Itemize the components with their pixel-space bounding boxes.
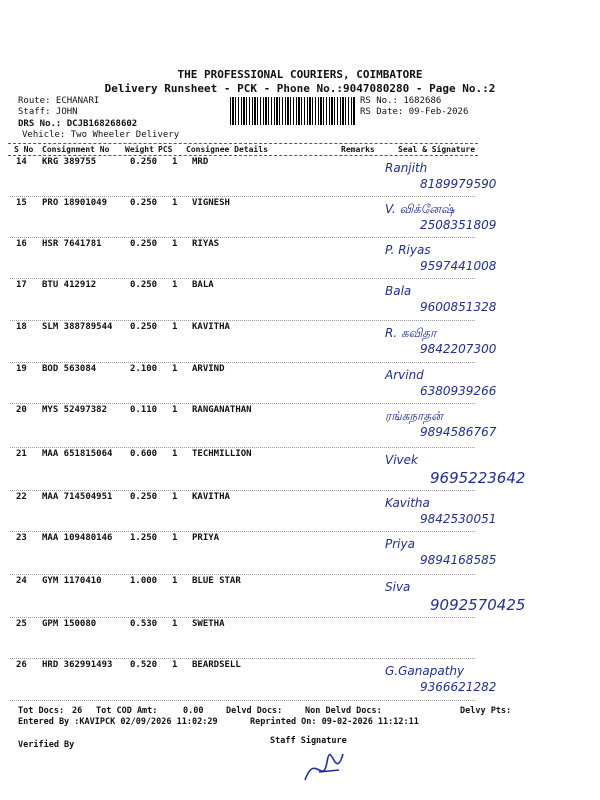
row-consignee: MRD xyxy=(192,157,209,167)
header-bottom-rule xyxy=(8,155,478,156)
barcode xyxy=(230,97,356,125)
row-weight: 0.250 xyxy=(130,322,158,332)
row-signature: ரங்கநாதன் xyxy=(385,409,443,423)
row-weight: 0.600 xyxy=(130,449,158,459)
row-signature: Vivek xyxy=(385,453,418,467)
row-signature: Siva xyxy=(385,580,411,594)
row-weight: 1.250 xyxy=(130,533,158,543)
row-consignee: SWETHA xyxy=(192,619,225,629)
row-separator xyxy=(10,531,475,532)
rs-number: RS No.: 1682686 xyxy=(360,96,442,106)
row-consignment-no: BOD 563084 xyxy=(42,364,97,374)
row-sno: 24 xyxy=(16,576,27,586)
row-signature: Bala xyxy=(385,284,412,298)
row-signature: Kavitha xyxy=(385,496,430,510)
row-weight: 0.250 xyxy=(130,239,158,249)
row-separator xyxy=(10,320,475,321)
row-phone: 9600851328 xyxy=(420,300,497,314)
route-label: Route: ECHANARI xyxy=(18,96,100,106)
row-sno: 14 xyxy=(16,157,27,167)
row-sno: 17 xyxy=(16,280,27,290)
row-signature: Arvind xyxy=(385,368,424,382)
row-sno: 15 xyxy=(16,198,27,208)
col-sno: S No xyxy=(14,145,34,154)
row-consignment-no: MAA 651815064 xyxy=(42,449,113,459)
row-signature: Ranjith xyxy=(385,161,428,175)
row-consignee: VIGNESH xyxy=(192,198,230,208)
row-pcs: 1 xyxy=(172,533,178,543)
row-consignment-no: GYM 1170410 xyxy=(42,576,102,586)
row-consignee: BLUE STAR xyxy=(192,576,241,586)
delvy-pts-label: Delvy Pts: xyxy=(460,706,512,716)
col-consignee: Consignee Details xyxy=(186,145,268,154)
row-signature: V. விக்னேஷ் xyxy=(385,202,455,216)
row-weight: 0.520 xyxy=(130,660,158,670)
row-pcs: 1 xyxy=(172,364,178,374)
row-weight: 0.250 xyxy=(130,198,158,208)
row-phone: 9366621282 xyxy=(420,680,497,694)
row-phone: 9695223642 xyxy=(430,469,526,487)
row-separator xyxy=(10,196,475,197)
row-consignment-no: GPM 150080 xyxy=(42,619,97,629)
row-signature: P. Riyas xyxy=(385,243,431,257)
drs-number: DRS No.: DCJB168268602 xyxy=(18,119,138,129)
row-consignment-no: HSR 7641781 xyxy=(42,239,102,249)
row-pcs: 1 xyxy=(172,492,178,502)
row-weight: 0.110 xyxy=(130,405,158,415)
tot-docs-label: Tot Docs: xyxy=(18,706,65,716)
row-consignee: RANGANATHAN xyxy=(192,405,252,415)
row-consignee: TECHMILLION xyxy=(192,449,252,459)
delvd-docs-label: Delvd Docs: xyxy=(226,706,283,716)
row-weight: 0.250 xyxy=(130,492,158,502)
row-phone: 9894168585 xyxy=(420,553,497,567)
row-weight: 0.250 xyxy=(130,157,158,167)
row-consignee: ARVIND xyxy=(192,364,225,374)
row-phone: 8189979590 xyxy=(420,177,497,191)
row-consignment-no: MAA 109480146 xyxy=(42,533,113,543)
row-consignment-no: SLM 388789544 xyxy=(42,322,113,332)
tot-cod-label: Tot COD Amt: xyxy=(96,706,158,716)
verified-by-label: Verified By xyxy=(18,740,75,750)
row-signature: R. கவிதா xyxy=(385,326,437,340)
row-consignee: BEARDSELL xyxy=(192,660,241,670)
row-pcs: 1 xyxy=(172,239,178,249)
row-sno: 22 xyxy=(16,492,27,502)
row-sno: 16 xyxy=(16,239,27,249)
vehicle-label: Vehicle: Two Wheeler Delivery xyxy=(22,130,180,140)
row-separator xyxy=(10,617,475,618)
row-consignee: KAVITHA xyxy=(192,492,230,502)
row-consignee: BALA xyxy=(192,280,214,290)
row-pcs: 1 xyxy=(172,322,178,332)
row-pcs: 1 xyxy=(172,157,178,167)
row-phone: 6380939266 xyxy=(420,384,497,398)
row-separator xyxy=(10,447,475,448)
row-consignee: PRIYA xyxy=(192,533,220,543)
row-consignment-no: BTU 412912 xyxy=(42,280,97,290)
row-pcs: 1 xyxy=(172,619,178,629)
row-pcs: 1 xyxy=(172,576,178,586)
col-pcs: PCS xyxy=(158,145,173,154)
row-separator xyxy=(10,574,475,575)
reprinted-on: Reprinted On: 09-02-2026 11:12:11 xyxy=(250,717,419,727)
row-sno: 19 xyxy=(16,364,27,374)
row-separator xyxy=(10,403,475,404)
row-weight: 1.000 xyxy=(130,576,158,586)
staff-signature-mark xyxy=(295,742,355,790)
row-separator xyxy=(10,362,475,363)
row-separator xyxy=(10,278,475,279)
col-remarks: Remarks xyxy=(341,145,375,154)
row-separator xyxy=(10,658,475,659)
col-consignment: Consignment No xyxy=(42,145,110,154)
row-weight: 2.100 xyxy=(130,364,158,374)
row-pcs: 1 xyxy=(172,449,178,459)
row-sno: 26 xyxy=(16,660,27,670)
row-signature: G.Ganapathy xyxy=(385,664,465,678)
staff-label: Staff: JOHN xyxy=(18,107,78,117)
row-weight: 0.250 xyxy=(130,280,158,290)
row-sno: 23 xyxy=(16,533,27,543)
document-subtitle: Delivery Runsheet - PCK - Phone No.:9047080280 - Page No.:2 xyxy=(104,82,496,95)
col-weight: Weight xyxy=(125,145,154,154)
row-consignment-no: MAA 714504951 xyxy=(42,492,113,502)
row-pcs: 1 xyxy=(172,660,178,670)
row-pcs: 1 xyxy=(172,198,178,208)
row-separator xyxy=(10,490,475,491)
row-signature: Priya xyxy=(385,537,415,551)
row-separator xyxy=(10,237,475,238)
entered-by: Entered By :KAVIPCK 02/09/2026 11:02:29 xyxy=(18,717,218,727)
row-phone: 9894586767 xyxy=(420,425,497,439)
non-delvd-docs-label: Non Delvd Docs: xyxy=(305,706,382,716)
row-phone: 9092570425 xyxy=(430,596,526,614)
row-weight: 0.530 xyxy=(130,619,158,629)
row-sno: 20 xyxy=(16,405,27,415)
row-pcs: 1 xyxy=(172,405,178,415)
row-consignment-no: KRG 389755 xyxy=(42,157,97,167)
row-consignment-no: PRO 18901049 xyxy=(42,198,108,208)
tot-cod-value: 0.00 xyxy=(183,706,204,716)
tot-docs-value: 26 xyxy=(72,706,83,716)
row-consignment-no: HRD 362991493 xyxy=(42,660,113,670)
col-seal: Seal & Signature xyxy=(398,145,476,154)
row-phone: 9842530051 xyxy=(420,512,497,526)
staff-signature-label: Staff Signature xyxy=(270,736,347,746)
row-phone: 9842207300 xyxy=(420,342,497,356)
row-pcs: 1 xyxy=(172,280,178,290)
row-consignment-no: MYS 52497382 xyxy=(42,405,108,415)
header-top-rule xyxy=(8,143,478,144)
row-sno: 18 xyxy=(16,322,27,332)
row-consignee: KAVITHA xyxy=(192,322,230,332)
row-separator xyxy=(10,700,475,701)
row-phone: 2508351809 xyxy=(420,218,497,232)
row-sno: 25 xyxy=(16,619,27,629)
document-title: THE PROFESSIONAL COURIERS, COIMBATORE xyxy=(177,68,423,81)
rs-date: RS Date: 09-Feb-2026 xyxy=(360,107,469,117)
row-sno: 21 xyxy=(16,449,27,459)
row-phone: 9597441008 xyxy=(420,259,497,273)
row-consignee: RIYAS xyxy=(192,239,220,249)
